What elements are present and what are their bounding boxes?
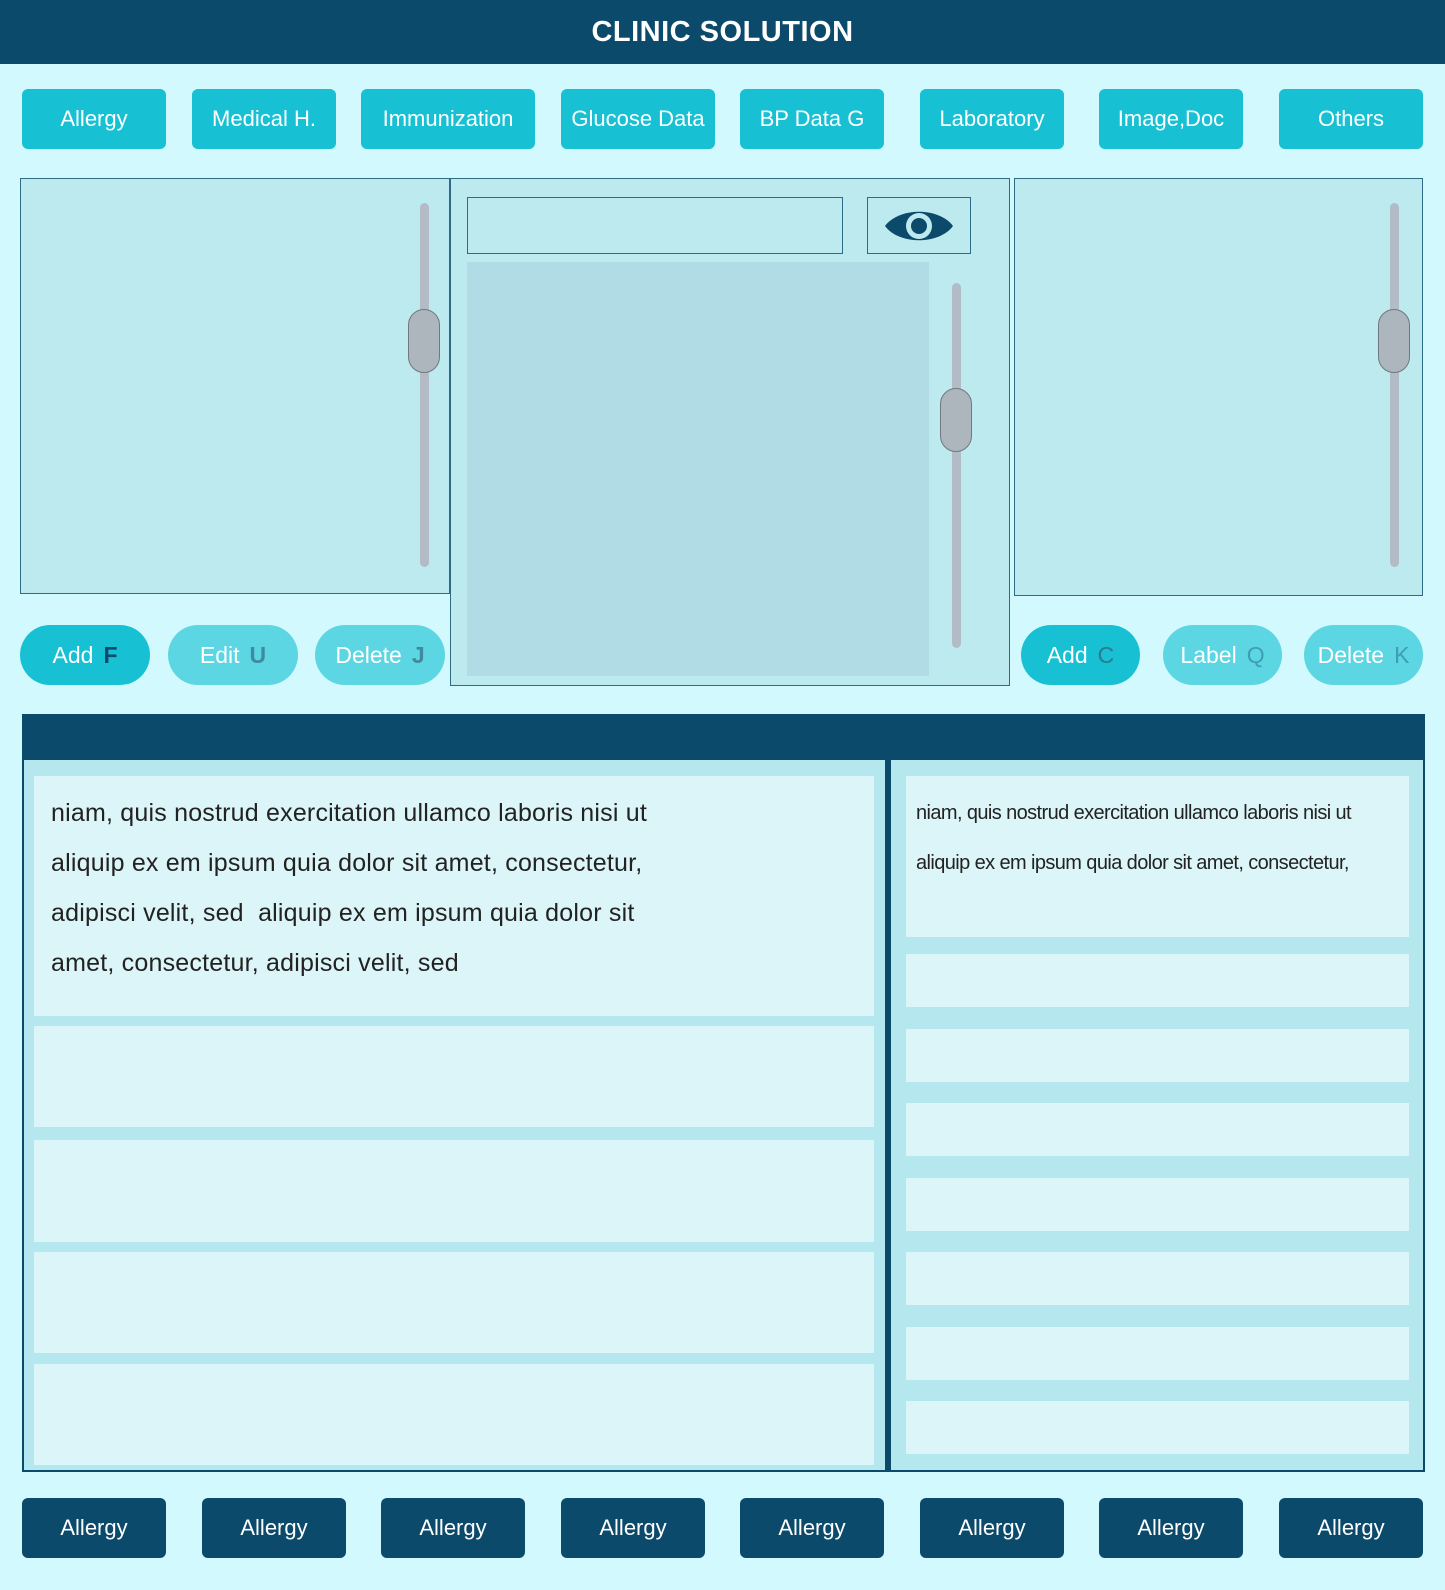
center-preview-panel — [450, 178, 1010, 686]
edit-label: Edit — [199, 641, 240, 668]
add-item-label: Add — [1046, 641, 1088, 668]
note-line: amet, consectetur, adipisci velit, sed — [51, 949, 459, 977]
center-scroll-thumb[interactable] — [940, 388, 972, 452]
app-header — [0, 0, 1445, 64]
notes-row-expanded[interactable] — [34, 776, 874, 1016]
table-row[interactable] — [34, 1252, 874, 1353]
tab-medical-history[interactable]: Medical H. — [192, 89, 336, 149]
delete-label-button[interactable] — [1304, 625, 1423, 685]
add-label-item-button[interactable] — [1021, 625, 1140, 685]
label-label: Label — [1180, 641, 1237, 668]
notes-table-header — [22, 714, 1425, 762]
tab-others[interactable]: Others — [1279, 89, 1423, 149]
edit-button[interactable] — [168, 625, 298, 685]
left-list-panel[interactable] — [20, 178, 450, 594]
bottom-allergy-button-4[interactable]: Allergy — [561, 1498, 705, 1558]
notes-column-divider — [885, 760, 891, 1472]
bottom-allergy-button-5[interactable]: Allergy — [740, 1498, 884, 1558]
label-shortcut-key: Q — [1246, 641, 1265, 668]
app-title: CLINIC SOLUTION — [591, 15, 854, 48]
tab-laboratory[interactable]: Laboratory — [920, 89, 1064, 149]
delete-item-label: Delete — [1317, 641, 1385, 668]
delete-button[interactable] — [315, 625, 445, 685]
tab-allergy[interactable]: Allergy — [22, 89, 166, 149]
delete-shortcut-key: J — [411, 641, 425, 668]
add-label: Add — [52, 641, 94, 668]
bottom-allergy-button-3[interactable]: Allergy — [381, 1498, 525, 1558]
search-input[interactable] — [467, 197, 843, 254]
table-row[interactable] — [34, 1364, 874, 1465]
tab-immunization[interactable]: Immunization — [361, 89, 535, 149]
list-item[interactable] — [906, 954, 1409, 1007]
label-line: niam, quis nostrud exercitation ullamco laboris nisi ut — [916, 802, 1351, 824]
note-line: aliquip ex em ipsum quia dolor sit amet, consectetur, — [51, 849, 643, 877]
list-item[interactable] — [906, 1103, 1409, 1156]
label-row-expanded[interactable] — [906, 776, 1409, 937]
table-row[interactable] — [34, 1026, 874, 1127]
note-line: adipisci velit, sed aliquip ex em ipsum quia dolor sit — [51, 899, 635, 927]
label-button[interactable] — [1163, 625, 1282, 685]
right-scroll-track[interactable] — [1390, 203, 1399, 567]
list-item[interactable] — [906, 1252, 1409, 1305]
note-line: niam, quis nostrud exercitation ullamco laboris nisi ut — [51, 799, 647, 827]
bottom-allergy-button-6[interactable]: Allergy — [920, 1498, 1064, 1558]
tab-glucose-data[interactable]: Glucose Data — [561, 89, 715, 149]
eye-icon — [883, 203, 955, 249]
view-button[interactable] — [867, 197, 971, 254]
bottom-allergy-button-2[interactable]: Allergy — [202, 1498, 346, 1558]
right-scroll-thumb[interactable] — [1378, 309, 1410, 373]
add-item-shortcut-key: C — [1097, 641, 1115, 668]
left-scroll-track[interactable] — [420, 203, 429, 567]
bottom-allergy-button-8[interactable]: Allergy — [1279, 1498, 1423, 1558]
table-row[interactable] — [34, 1140, 874, 1242]
edit-shortcut-key: U — [249, 641, 267, 668]
bottom-allergy-button-1[interactable]: Allergy — [22, 1498, 166, 1558]
center-scroll-track[interactable] — [952, 283, 961, 648]
bottom-allergy-button-7[interactable]: Allergy — [1099, 1498, 1243, 1558]
add-shortcut-key: F — [103, 641, 118, 668]
right-list-panel[interactable] — [1014, 178, 1423, 596]
list-item[interactable] — [906, 1327, 1409, 1380]
add-button[interactable] — [20, 625, 150, 685]
label-line: aliquip ex em ipsum quia dolor sit amet, consectetur, — [916, 852, 1349, 874]
left-scroll-thumb[interactable] — [408, 309, 440, 373]
delete-item-shortcut-key: K — [1394, 641, 1410, 668]
list-item[interactable] — [906, 1401, 1409, 1454]
list-item[interactable] — [906, 1029, 1409, 1082]
tab-image-doc[interactable]: Image,Doc — [1099, 89, 1243, 149]
list-item[interactable] — [906, 1178, 1409, 1231]
delete-label: Delete — [335, 641, 402, 668]
tab-bp-data[interactable]: BP Data G — [740, 89, 884, 149]
preview-area — [467, 262, 929, 676]
